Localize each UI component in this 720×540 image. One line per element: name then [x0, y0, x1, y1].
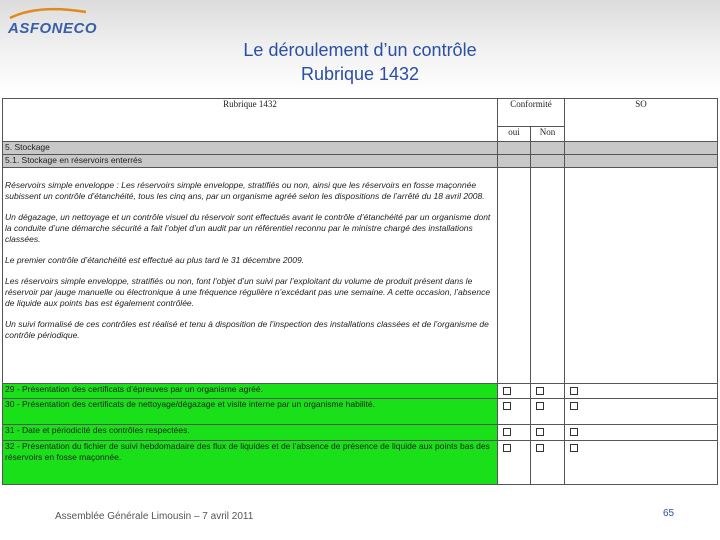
- paragraph: Les réservoirs simple enveloppe, stratifiés ou non, font l’objet d’un suivi par l’exploitant du volume de produit présent dans le réservoir par jauge manuelle ou électronique à une fréquence régulière n’excédant pas une semaine. A cette occasion, l’absence de liquide aux points bas est également contrôlée.: [5, 276, 491, 308]
- item-31: 31 - Date et périodicité des contrôles respectées.: [3, 425, 498, 441]
- logo-text: ASFONECO: [8, 20, 98, 37]
- checkbox-so[interactable]: [570, 402, 578, 410]
- checkbox-so[interactable]: [570, 387, 578, 395]
- paragraph: Le premier contrôle d’étanchéité est effectué au plus tard le 31 décembre 2009.: [5, 255, 305, 265]
- header-so: SO: [565, 99, 718, 142]
- paragraph: Réservoirs simple enveloppe : Les réservoirs simple enveloppe, stratifiés ou non, ainsi que les réservoirs en fosse maçonnée subissent un contrôle d’étanchéité, tous les cinq ans, par un organisme agréé selon les dispositions de l’arrêté du 18 avril 2008.: [5, 180, 485, 201]
- table-row: [3, 399, 718, 425]
- section-label: 5. Stockage: [3, 142, 498, 155]
- footer-text: Assemblée Générale Limousin – 7 avril 2011: [55, 511, 254, 522]
- control-table: [2, 98, 718, 485]
- paragraph: Un suivi formalisé de ces contrôles est réalisé et tenu à disposition de l’inspection des installations classées et de l’organisme de contrôle périodique.: [5, 319, 489, 340]
- checkbox-oui[interactable]: [503, 402, 511, 410]
- slide-subtitle: Rubrique 1432: [300, 64, 420, 84]
- checkbox-oui[interactable]: [503, 444, 511, 452]
- checkbox-so[interactable]: [570, 444, 578, 452]
- checkbox-non[interactable]: [536, 387, 544, 395]
- description-row: [3, 168, 718, 384]
- subsection-label: 5.1. Stockage en réservoirs enterrés: [3, 155, 498, 168]
- table-row: [3, 441, 718, 485]
- subsection-row: [3, 155, 718, 168]
- item-32: 32 - Présentation du fichier de suivi hebdomadaire des flux de liquides et de l’absence de présence de liquide aux points bas des réservoirs en fosse maçonnée.: [3, 441, 498, 485]
- slide-title: Le déroulement d’un contrôle: [243, 40, 477, 60]
- item-29: 29 - Présentation des certificats d’épreuves par un organisme agréé.: [3, 384, 498, 399]
- paragraph: Un dégazage, un nettoyage et un contrôle visuel du réservoir sont effectués avant le contrôle d’étanchéité par un organisme dont la conduite d’une démarche sécurité a fait l’objet d’un audit par un référentiel reconnu par le ministre chargé des installations classées.: [5, 212, 491, 244]
- checkbox-non[interactable]: [536, 428, 544, 436]
- header-conformite: Conformité: [498, 99, 565, 127]
- logo-swoosh-icon: [8, 6, 88, 20]
- checkbox-oui[interactable]: [503, 428, 511, 436]
- header-rubrique: Rubrique 1432: [3, 99, 498, 142]
- checkbox-non[interactable]: [536, 444, 544, 452]
- checkbox-so[interactable]: [570, 428, 578, 436]
- header-non: Non: [531, 127, 565, 142]
- checkbox-oui[interactable]: [503, 387, 511, 395]
- checkbox-non[interactable]: [536, 402, 544, 410]
- table-row: [3, 384, 718, 399]
- table-header-row: [3, 99, 718, 127]
- item-30: 30 - Présentation des certificats de nettoyage/dégazage et visite interne par un organisme habilité.: [3, 399, 498, 425]
- header-oui: oui: [498, 127, 531, 142]
- table-row: [3, 425, 718, 441]
- page-number: 65: [663, 508, 675, 519]
- section-row: [3, 142, 718, 155]
